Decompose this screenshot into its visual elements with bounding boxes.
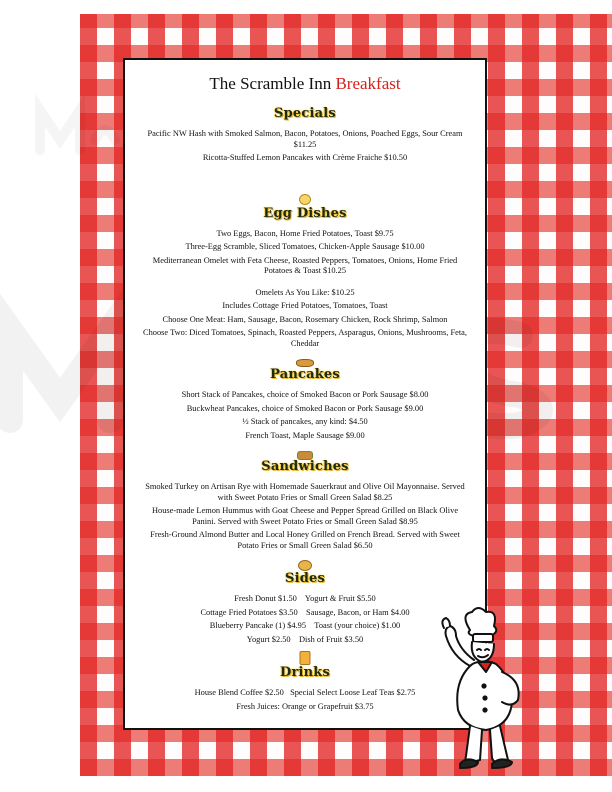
menu-item: Buckwheat Pancakes, choice of Smoked Bacon or Pork Sausage $9.00 bbox=[186, 403, 424, 413]
pancake-stack-icon bbox=[296, 359, 314, 367]
section-sandwiches bbox=[125, 453, 485, 551]
menu-item: Choose One Meat: Ham, Sausage, Bacon, Rosemary Chicken, Rock Shrimp, Salmon bbox=[162, 314, 448, 324]
menu-title-main: The Scramble Inn bbox=[209, 74, 332, 93]
menu-item: Blueberry Pancake (1) $4.95 Toast (your choice) $1.00 bbox=[209, 621, 401, 630]
section-heading-pancakes: Pancakes bbox=[270, 367, 340, 382]
menu-item: Choose Two: Diced Tomatoes, Spinach, Roasted Peppers, Asparagus, Onions, Mushrooms, Feta, Cheddar bbox=[143, 328, 467, 348]
section-sides-header bbox=[125, 565, 485, 591]
menu-title-accent: Breakfast bbox=[335, 74, 401, 93]
menu-item: Fresh Juices: Orange or Grapefruit $3.75 bbox=[236, 701, 374, 711]
menu-item: Mediterranean Omelet with Feta Cheese, Roasted Peppers, Tomatoes, Onions, Home Fried Potatoes & Toast $10.25 bbox=[152, 255, 458, 275]
menu-item: Cottage Fried Potatoes $3.50 Sausage, Bacon, or Ham $4.00 bbox=[200, 607, 410, 617]
menu-item: House-made Lemon Hummus with Goat Cheese and Pepper Spread Grilled on Black Olive Panini. Served with Sweet Potato Fries or Small Green Salad $8.95 bbox=[151, 506, 459, 526]
section-pancakes bbox=[125, 361, 485, 441]
menu-item: Omelets As You Like: $10.25 bbox=[255, 287, 355, 297]
menu-item: Fresh-Ground Almond Butter and Local Honey Grilled on French Bread. Served with Sweet Potato Fries or Small Green Salad $6.50 bbox=[150, 530, 460, 550]
section-heading-specials: Specials bbox=[274, 106, 336, 121]
section-specials bbox=[125, 100, 485, 164]
egg-icon bbox=[299, 194, 311, 205]
section-egg-dishes bbox=[125, 200, 485, 350]
section-specials-header bbox=[125, 100, 485, 126]
chef-illustration bbox=[430, 606, 526, 774]
menu-item: House Blend Coffee $2.50 Special Select Loose Leaf Teas $2.75 bbox=[194, 688, 416, 697]
side-dish-icon bbox=[298, 560, 312, 571]
menu-item: Smoked Turkey on Artisan Rye with Homemade Sauerkraut and Olive Oil Mayonnaise. Served with Sweet Potato Fries or Small Green Salad $8.25 bbox=[145, 482, 465, 502]
menu-item: Two Eggs, Bacon, Home Fried Potatoes, Toast $9.75 bbox=[216, 228, 394, 238]
menu-item: ½ Stack of pancakes, any kind: $4.50 bbox=[242, 417, 368, 426]
menu-item: Pacific NW Hash with Smoked Salmon, Bacon, Potatoes, Onions, Poached Eggs, Sour Cream $11.25 bbox=[147, 129, 463, 149]
section-egg-dishes-header bbox=[125, 200, 485, 226]
menu-item: Ricotta-Stuffed Lemon Pancakes with Crème Fraiche $10.50 bbox=[202, 153, 408, 162]
section-pancakes-header bbox=[125, 361, 485, 387]
menu-item: Three-Egg Scramble, Sliced Tomatoes, Chicken-Apple Sausage $10.00 bbox=[185, 242, 425, 251]
section-heading-drinks: Drinks bbox=[279, 665, 331, 680]
section-heading-sides: Sides bbox=[284, 571, 325, 586]
drink-glass-icon bbox=[300, 651, 311, 665]
menu-item: Short Stack of Pancakes, choice of Smoked Bacon or Pork Sausage $8.00 bbox=[181, 390, 429, 399]
section-heading-egg-dishes: Egg Dishes bbox=[263, 205, 347, 221]
menu-item: Fresh Donut $1.50 Yogurt & Fruit $5.50 bbox=[234, 594, 376, 603]
menu-title bbox=[125, 74, 485, 94]
menu-item: Yogurt $2.50 Dish of Fruit $3.50 bbox=[246, 634, 364, 644]
section-sandwiches-header bbox=[125, 453, 485, 479]
menu-item: French Toast, Maple Sausage $9.00 bbox=[245, 430, 365, 440]
menu-item: Includes Cottage Fried Potatoes, Tomatoes, Toast bbox=[222, 301, 388, 310]
section-heading-sandwiches: Sandwiches bbox=[261, 459, 349, 474]
